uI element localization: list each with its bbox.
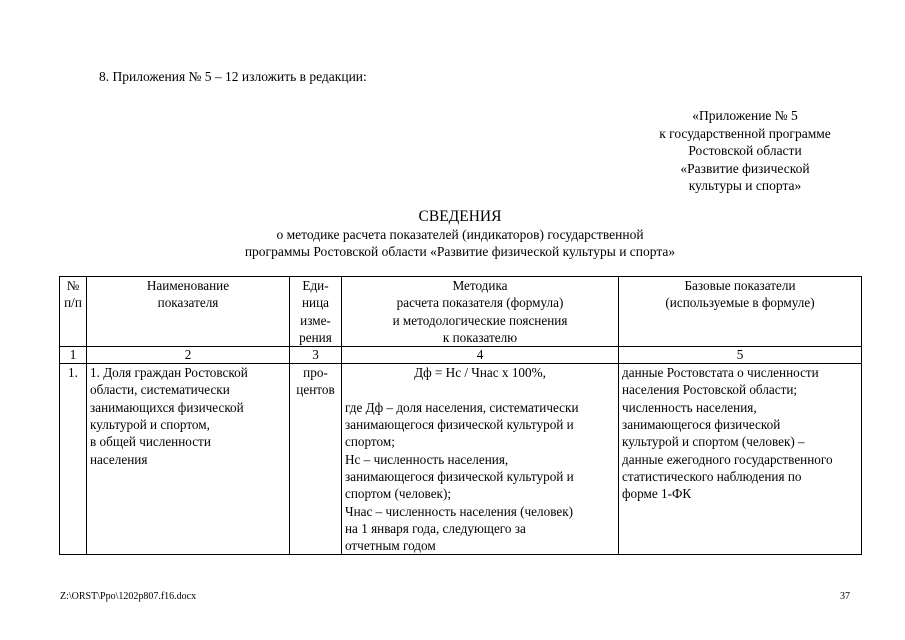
- table-row: [60, 364, 862, 555]
- header-name: [87, 277, 290, 347]
- cell-line: данные Ростовстата о численности: [622, 365, 819, 381]
- cell-line: данные ежегодного государственного: [622, 451, 833, 467]
- appendix-line: «Приложение № 5: [692, 108, 798, 123]
- column-number: 4: [342, 347, 619, 364]
- header-text: Базовые показатели: [684, 278, 796, 293]
- row-name: [87, 364, 290, 555]
- cell-line: статистического наблюдения по: [622, 468, 802, 484]
- heading-line: о методике расчета показателей (индикаторов) государственной: [276, 227, 644, 242]
- header-text: №: [66, 278, 80, 293]
- header-base: [619, 277, 862, 347]
- appendix-line: «Развитие физической: [680, 160, 810, 176]
- row-method: [342, 364, 619, 555]
- cell-line: населения: [90, 451, 148, 467]
- indicators-table: [59, 276, 862, 555]
- cell-line: про-: [303, 365, 328, 381]
- column-number: 1: [60, 347, 87, 364]
- cell-line: области, систематически: [90, 382, 230, 398]
- cell-line: Чнас – численность населения (человек): [345, 503, 574, 519]
- column-number: 5: [619, 347, 862, 364]
- cell-line: в общей численности: [90, 434, 211, 450]
- cell-line: численность населения,: [622, 399, 757, 415]
- heading-line: программы Ростовской области «Развитие физической культуры и спорта»: [244, 244, 676, 259]
- footer-file-path: Z:\ORST\Ppo\1202p807.f16.docx: [60, 591, 197, 602]
- cell-line: занимающегося физической: [622, 417, 781, 433]
- cell-line: 1. Доля граждан Ростовской: [90, 365, 248, 381]
- cell-line: культурой и спортом (человек) –: [622, 434, 805, 450]
- header-text: Методика: [452, 278, 508, 293]
- footer-page-number: 37: [840, 591, 850, 602]
- header-num: [60, 277, 87, 347]
- cell-line: занимающихся физической: [90, 399, 244, 415]
- cell-line: занимающегося физической культурой и: [345, 417, 574, 433]
- intro-paragraph: 8. Приложения № 5 – 12 изложить в редакции:: [99, 69, 367, 84]
- header-text: к показателю: [442, 329, 518, 345]
- heading-title: СВЕДЕНИЯ: [418, 208, 502, 225]
- cell-line: спортом (человек);: [345, 486, 452, 502]
- header-text: Еди-: [302, 278, 329, 293]
- spacer: [345, 381, 615, 398]
- cell-line: центов: [296, 382, 335, 398]
- cell-line: населения Ростовской области;: [622, 382, 798, 398]
- header-text: показателя: [157, 295, 219, 311]
- appendix-line: Ростовской области: [688, 143, 802, 158]
- cell-line: занимающегося физической культурой и: [345, 468, 574, 484]
- header-text: Наименование: [146, 278, 230, 293]
- header-text: расчета показателя (формула): [396, 295, 564, 311]
- row-base: [619, 364, 862, 555]
- header-unit: [290, 277, 342, 347]
- column-number-row: [60, 347, 862, 364]
- header-text: ница: [301, 295, 330, 311]
- document-heading: [150, 207, 770, 260]
- header-text: и методологические пояснения: [392, 312, 568, 328]
- header-text: изме-: [300, 312, 331, 328]
- cell-line: спортом;: [345, 434, 395, 450]
- header-method: [342, 277, 619, 347]
- cell-line: Нс – численность населения,: [345, 451, 509, 467]
- row-unit: [290, 364, 342, 555]
- table-header-row: [60, 277, 862, 347]
- column-number: 2: [87, 347, 290, 364]
- cell-line: где Дф – доля населения, систематически: [345, 399, 579, 415]
- appendix-caption: [640, 107, 850, 195]
- header-text: рения: [299, 329, 332, 345]
- appendix-line: к государственной программе: [659, 125, 831, 141]
- appendix-line: культуры и спорта»: [688, 178, 802, 193]
- cell-line: форме 1-ФК: [622, 486, 692, 502]
- cell-line: культурой и спортом,: [90, 417, 210, 433]
- row-num: 1.: [60, 364, 87, 555]
- header-text: (используемые в формуле): [665, 295, 815, 311]
- cell-line: на 1 января года, следующего за: [345, 520, 526, 536]
- formula: Дф = Нс / Чнас x 100%,: [414, 365, 546, 381]
- column-number: 3: [290, 347, 342, 364]
- cell-line: отчетным годом: [345, 538, 436, 554]
- header-text: п/п: [64, 295, 82, 311]
